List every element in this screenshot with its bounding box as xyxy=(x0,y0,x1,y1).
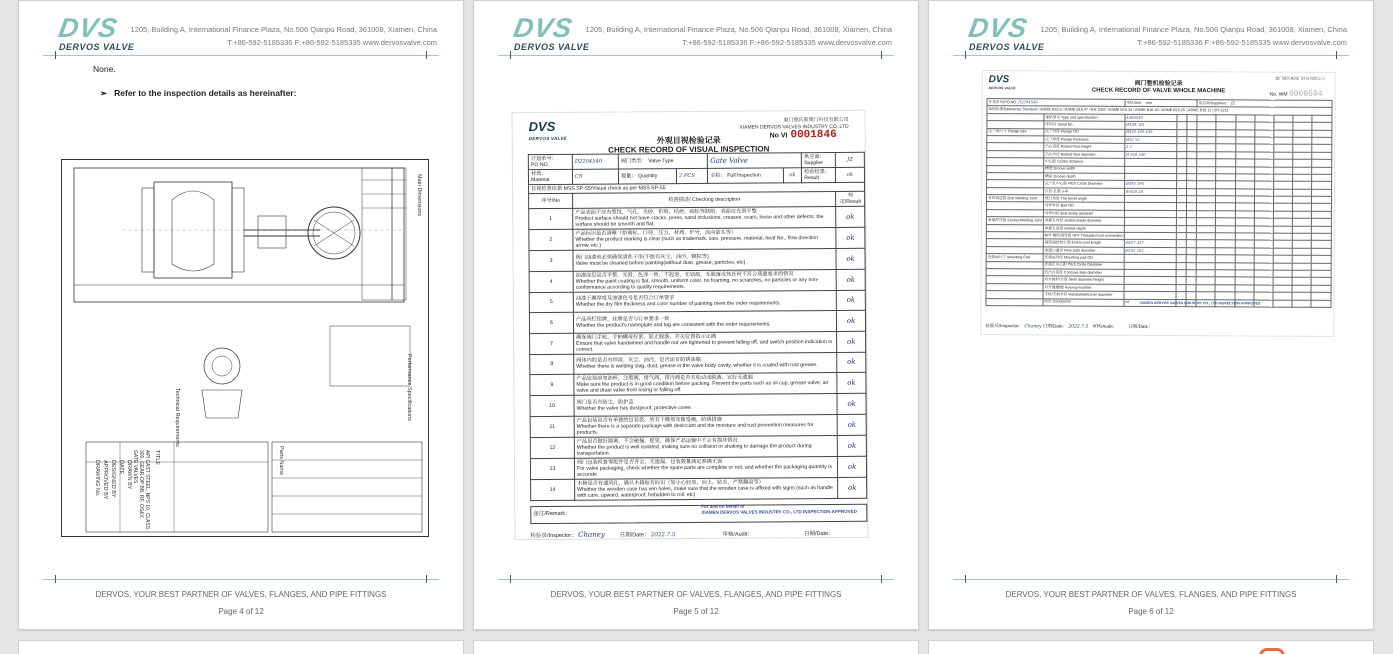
page-header xyxy=(929,1,1373,61)
page-header xyxy=(19,1,463,61)
visual-inspection-form xyxy=(512,110,869,540)
machine-row: 承插焊连接 Socket Welding Joint 承插孔内径 Socket inside diameter xyxy=(986,217,1331,226)
machine-row: 孔径-孔数 n-Φ 8-Ø28 28 xyxy=(987,187,1332,196)
inspection-item-row: 4 油漆涂层是否平整，光滑，色泽一致，不起泡，无划痕，无脱落或其任何不符合质量要求的情况 Whether the paint coating is flat, smooth, uniform color, no foaming, no scratches, no particles or any non-conformance according to quality requirements. ok xyxy=(529,269,865,292)
inspection-item-row: 10 阀门是否有防尘，防护盖 Whether the valve has dustproof, protective cover. ok xyxy=(530,393,866,416)
footer-slogan: DERVOS, YOUR BEST PARTNER OF VALVES, FLANGES, AND PIPE FITTINGS xyxy=(550,590,842,599)
machine-row: NPT 螺纹端连接 NPT Threaded end connection xyxy=(986,232,1331,241)
machine-row: 槽深 Groove depth xyxy=(987,173,1332,182)
inspection-item-row: 14 木箱是否有通风孔，确认木箱贴有标识（如小心轻放，向上，防水，严禁翻滚等） Whether the wooden case has ven holes, make sure that the wooden case is affixed with signs (such as handle with care, upward, waterproof, forbidden to roll, etc) ok xyxy=(531,477,867,500)
form-title: 阀门整机检验记录 CHECK RECORD OF VALVE WHOLE MACHINE xyxy=(1091,80,1226,95)
page-number: Page 4 of 12 xyxy=(218,607,264,616)
signature-line: 检验员/Inspector： Chaney 日期/Date： 2022.7.5 审核/Audit： 日期/Date： xyxy=(985,323,1153,330)
machine-row: 对焊内径 Butt inside diameter xyxy=(986,209,1331,218)
inspection-item-row: 12 产品是否做好隔离，不会碰撞，摇晃，确保产品运输中不会有损坏情况 Whether the product is well isolated, making sure no collision or shaking to damage the product during transportation. ok xyxy=(530,435,866,458)
company-logo: DVS DERVOS VALVE xyxy=(966,13,1045,52)
dimensions-title: Main Dimensions xyxy=(416,174,422,217)
machine-row: 结论 Conclusion ok xyxy=(986,298,1331,307)
approved-by: APPROVED BY xyxy=(102,460,108,500)
scroll-indicator-icon xyxy=(1259,648,1285,654)
inspection-item-row: 13 阀门包装检查零配件是否齐全，无遗漏，包装数量满足准确无误 For valve packaging, check whether the spare parts are complete or not, and whether the packaging quantity is accurate. ok xyxy=(530,456,866,479)
parts-name-title: Parts Name xyxy=(278,446,284,476)
drawing-title: API CAST STEEL, NPS 10, CLASS 300, GEAR-OP BB, RF, OS&Y, GATE VALVES xyxy=(132,450,150,530)
machine-row: 槽宽 Groove width xyxy=(987,165,1332,174)
header-address: 1205, Building A, International Finance Plaza, No.506 Qianpu Road, 361008, Xiamen, China T:+86-592-5185336 F:+86-592-5185335 www.dervosvalve.com xyxy=(130,25,437,47)
form-logo: DVS DERVOS VALVE xyxy=(988,74,1016,91)
inspection-item-row: 6 产品所钉铭牌，挂牌是否与订单要求一致 Whether the product's nameplate and tag are consistent with the order requirements. ok xyxy=(529,310,865,333)
technical-title: Technical Requirements xyxy=(174,388,180,447)
machine-row: 凹凸台高度 Concave step diameter xyxy=(986,269,1331,278)
approval-stamp: XIAMEN DERVOS VALVES INDUSTRY CO., LTD INSPECTION APPROVED xyxy=(1139,300,1261,306)
inspection-item-row: 1 产品表面不应有裂纹，气孔，夹砂，折痕，结疤，疏松等缺陷，表面应光滑平整 Product surface should not have cracks, pores, sand inclusions, creases, scars, loose and other defects; the surface should be smooth and flat. ok xyxy=(529,206,865,229)
inspection-item-row: 3 阀门油漆前必须确保清洗干净(不能有灰尘，油污，颗粒等) Valve must be cleaned before painting(without dust, grease, particles, etc). ok xyxy=(529,248,865,271)
machine-row: 承插孔深度 Socket depth xyxy=(986,224,1331,233)
page-4 xyxy=(18,0,464,630)
machine-row: 流道口通径 Flow path diameter Ø252 252 xyxy=(986,246,1331,255)
gate-valve-drawing xyxy=(62,160,428,536)
page-header xyxy=(474,1,918,61)
inspection-item-row: 2 产品标识是否清晰（如商标，口径，压力，材质，炉号，流向箭头等） Whether the product marking is clear (such as trademark, size, pressure, material, heat No., flow direction arrow, etc.) ok xyxy=(529,227,865,250)
machine-row: 手轮/手柄外径 Handwheel/Lever diameter xyxy=(986,291,1331,300)
header-address: 1205, Building A, International Finance Plaza, No.506 Qianpu Road, 361008, Xiamen, China T:+86-592-5185336 F:+86-592-5185335 www.dervosvalve.com xyxy=(1040,25,1347,47)
company-logo: DVS DERVOS VALVE xyxy=(511,13,590,52)
machine-row: 凸台高度 Raised face height 2 2 xyxy=(987,143,1332,152)
company-logo: DVS DERVOS VALVE xyxy=(56,13,135,52)
inspection-reference: ➢ Refer to the inspection details as hereinafter: xyxy=(100,88,297,98)
machine-table: 计划单号/PO NO: D2204540 单位/Unit： mm 供应商/Suppliers： JZ 参照标准/Reference Standard □ASME B16.5 □ASME B16.47 □EN 1092 □ASME B16.34 □ASME B16.10 □ASME B16.25 □ASME B16.11 □JIS 5211 规格型号 Type and specification A304540 序列号 Serial No. Ø100, 4/5 法兰端尺寸 Flange size 法兰外径 Flange OD Ø445 445 445 法兰厚度 Flange thickness Ø52 52 凸台高度 Raised face height 2 2 凸台外径 Raised face diameter Ø 340 340 中心距 Center distance 槽宽 Groove width 槽深 Groove depth 法兰孔中心距 Pitch Circle Diameter Ø395 395 孔径-孔数 n-Φ 8-Ø28 28 对焊端连接 Butt Welding Joint 坡口角度 The bevel angle 对焊外径 Butt OD 对焊内径 Butt inside diameter 承插焊连接 Socket Welding Joint 承插孔内径 Socket inside diameter 承插孔深度 Socket depth NPT 螺纹端连接 NPT Threaded end connection 端到端结构长度 End-to-end length Ø457 457 流道口通径 Flow path diameter Ø252 252 连接面尺寸 Mounting Pad 连接面外径 Mounting pad OD 连接孔中心距 Pitch Circle Diameter 凹凸台高度 Concave step diameter 对方阀杆/方度 Stem diameter/height 对开键槽/键 Keyway/number 手轮/手柄外径 Handwheel/Lever diameter 结论 Conclusion ok xyxy=(985,98,1332,308)
machine-row: 序列号 Serial No. Ø100, 4/5 xyxy=(987,121,1332,130)
inspection-item-row: 11 产品包装是否有单独的包装袋，放有干燥剂及做受潮，防锈措施 Whether there is a separate package with desiccant and the moisture and rust prevention measures for products. ok xyxy=(530,414,866,437)
machine-row: 对方阀杆/方度 Stem diameter/height xyxy=(986,276,1331,285)
machine-row: 法兰端尺寸 Flange size 法兰外径 Flange OD Ø445 445 445 xyxy=(987,128,1332,137)
machine-row: 对开键槽/键 Keyway/number xyxy=(986,283,1331,292)
form-number: No VI 0001846 xyxy=(769,128,837,142)
machine-row: 连接面尺寸 Mounting Pad 连接面外径 Mounting pad OD xyxy=(986,254,1331,263)
machine-row: 凸台外径 Raised face diameter Ø 340 340 xyxy=(987,150,1332,159)
page-9-preview xyxy=(928,640,1374,654)
date-label: DATE xyxy=(118,460,124,475)
page-5 xyxy=(473,0,919,630)
header-address: 1205, Building A, International Finance Plaza, No.506 Qianpu Road, 361008, Xiamen, China T:+86-592-5185336 F:+86-592-5185335 www.dervosvalve.com xyxy=(585,25,892,47)
page-6 xyxy=(928,0,1374,630)
none-text: None. xyxy=(93,64,116,74)
form-company: 厦门德沃斯阀门科技有限公司 xyxy=(1275,76,1325,81)
machine-row: 对焊外径 Butt OD xyxy=(986,202,1331,211)
form-title: 外观目视检验记录 CHECK RECORD OF VISUAL INSPECTION xyxy=(608,135,770,155)
form-company: 厦门德沃斯阀门科技有限公司 XIAMEN DERVOS VALVES INDUSTRY CO.,LTD xyxy=(739,116,849,131)
drawing-title-label: TITLE xyxy=(154,450,160,465)
form-number: No. WM 0000504 xyxy=(1269,89,1323,99)
inspection-item-row: 8 阀体内腔是否有焊渣，灰尘，油污，是否涂有防锈油脂 Whether there is welding slag, dust, grease in the valve body cavity, whether it is coated with rust grease. ok xyxy=(530,352,866,375)
inspection-item-row: 9 产品包装前如油杯，注脂阀，排气阀，排污阀是否有松动或脱落，完好无遗漏 Make sure the product is in good condition before packing. Prevent the parts such as oil cup, grease valve, air valve and drain valve from losing or falling off. ok xyxy=(530,372,866,395)
drawing-no: DRAWING No. xyxy=(94,460,100,497)
inspection-item-row: 7 确保阀门手轮，手柄螺母拧紧，防止脱落，开关位置指示正确 Ensure that valve handwheel and handle nut are tightened to prevent falling off, and switch position indication is correct. ok xyxy=(530,331,866,354)
whole-machine-form xyxy=(980,70,1335,337)
inspection-table: 计划单号： PO NO. D2204540 阀门类型： Valve Type Gate Valve 供应商： Supplier JZ 材质： Material CS 数量： Quantity 2 PCS 全检： Full Inspection ok 检验结果： Result ok 目视检查依据 MSS SP-55/Visual check as per MSS SP-55 序号/No 检查描述/ Checking description 判定/Result 1 产品表面不应有裂纹，气孔，夹砂，折痕，结疤，疏松等缺陷，表面应光滑平整 Product surface should not have cracks, pores, sand inclusions, creases, scars, loose and other defects; the surface should be smooth and flat. ok 2 产品标识是否清晰（如商标，口径，压力，材质，炉号，流向箭头等） Whether the product marking is clear (such as trademark, size, pressure, material, heat No., flow direction arrow, etc.) ok 3 阀门油漆前必须确保清洗干净(不能有灰尘，油污，颗粒等) Valve must be cleaned before painting(without dust, grease, particles, etc). ok 4 油漆涂层是否平整，光滑，色泽一致，不起泡，无划痕，无脱落或其任何不符合质量要求的情况 Whether the paint coating is flat, smooth, uniform color, no foaming, no scratches, no particles or any non-conformance according to quality requirements. ok 5 油漆干膜厚度及油漆色号是否符合订单要求 Whether the dry film thickness and color number of painting meet the order requirements. ok 6 产品所钉铭牌，挂牌是否与订单要求一致 Whether the product's nameplate and tag are consistent with the order requirements. ok 7 确保阀门手轮，手柄螺母拧紧，防止脱落，开关位置指示正确 Ensure that valve handwheel and handle nut are tightened to prevent falling off, and switch position indication is correct. ok 8 阀体内腔是否有焊渣，灰尘，油污，是否涂有防锈油脂 Whether there is welding slag, dust, grease in the valve body cavity, whether it is coated with rust grease. ok 9 产品包装前如油杯，注脂阀，排气阀，排污阀是否有松动或脱落，完好无遗漏 Make sure the product is in good condition before packing. Prevent the parts such as oil cup, grease valve, air valve and drain valve from losing or falling off. ok 10 阀门是否有防尘，防护盖 Whether the valve has dustproof, protective cover. ok 11 产品包装是否有单独的包装袋，放有干燥剂及做受潮，防锈措施 Whether there is a separate package with desiccant and the moisture and rust prevention measures for products. ok 12 产品是否做好隔离，不会碰撞，摇晃，确保产品运输中不会有损坏情况 Whether the product is well isolated, making sure no collision or shaking to damage the product during transportation. ok 13 阀门包装检查零配件是否齐全，无遗漏，包装数量满足准确无误 For valve packaging, check whether the spare parts are complete or not, and whether the packaging quantity is accurate. ok 14 木箱是否有通风孔，确认木箱贴有标识（如小心轻放，向上，防水，严禁翻滚等） Whether the wooden case has ven holes, make sure that the wooden case is affixed with signs (such as handle with care, upward, waterproof, forbidden to roll, etc) ok xyxy=(528,152,867,501)
machine-row: 规格型号 Type and specification A304540 xyxy=(987,113,1332,122)
page-7-preview xyxy=(18,640,464,654)
machine-row: 中心距 Center distance xyxy=(987,158,1332,167)
machine-row: 法兰厚度 Flange thickness Ø52 52 xyxy=(987,136,1332,145)
basis-text: 目视检查依据 MSS SP-55/Visual check as per MSS SP-55 xyxy=(529,182,865,193)
drawn-by: DRAWN BY xyxy=(126,460,132,490)
page-number: Page 5 of 12 xyxy=(673,607,719,616)
performance-title: Performance Specifications xyxy=(406,354,412,421)
footer-slogan: DERVOS, YOUR BEST PARTNER OF VALVES, FLANGES, AND PIPE FITTINGS xyxy=(1005,590,1297,599)
inspection-item-row: 5 油漆干膜厚度及油漆色号是否符合订单要求 Whether the dry film thickness and color number of painting meet the order requirements. ok xyxy=(529,290,865,313)
machine-row: 对焊端连接 Butt Welding Joint 坡口角度 The bevel angle xyxy=(987,195,1332,204)
signature-line: 检验员/Inspector： Chaney 日期/Date： 2022.7.5 审核/Audit： 日期/Date： xyxy=(530,530,834,540)
approval-stamp: For and on behalf of XIAMEN DERVOS VALVES INDUSTRY CO., LTD INSPECTION APPROVED xyxy=(701,503,857,515)
footer-slogan: DERVOS, YOUR BEST PARTNER OF VALVES, FLANGES, AND PIPE FITTINGS xyxy=(95,590,387,599)
machine-row: 端到端结构长度 End-to-end length Ø457 457 xyxy=(986,239,1331,248)
page-number: Page 6 of 12 xyxy=(1128,607,1174,616)
designed-by: DESIGNED BY xyxy=(110,460,116,498)
form-logo: DVS DERVOS VALVE xyxy=(528,118,567,142)
valve-drawing xyxy=(61,159,429,537)
remark-box: 备注/Remark： xyxy=(530,504,867,524)
machine-row: 法兰孔中心距 Pitch Circle Diameter Ø395 395 xyxy=(987,180,1332,189)
machine-row: 连接孔中心距 Pitch Circle Diameter xyxy=(986,261,1331,270)
page-8-preview xyxy=(473,640,919,654)
